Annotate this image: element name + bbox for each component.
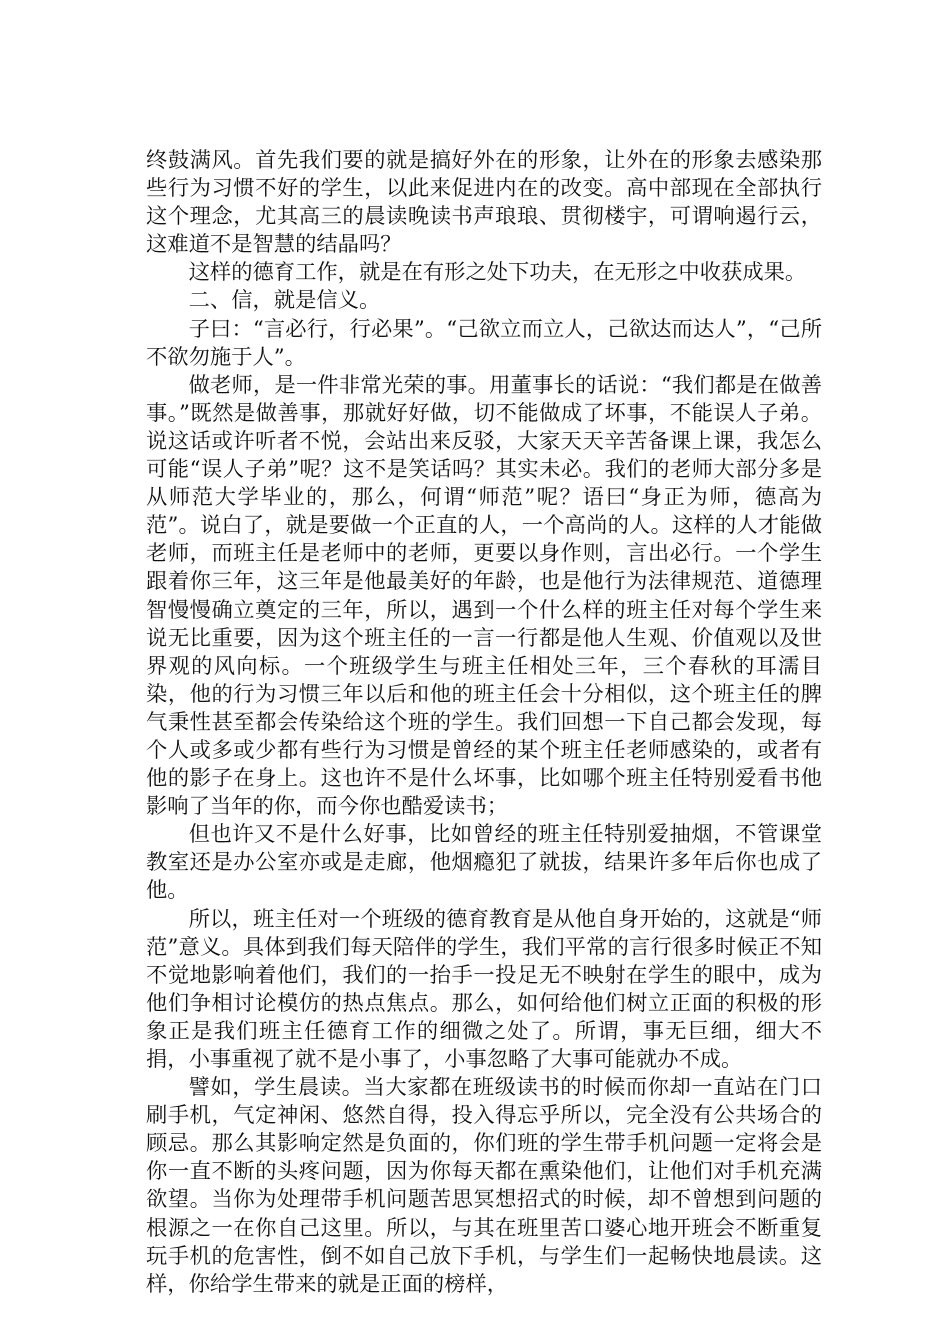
document-body — [146, 147, 822, 1299]
paragraph: 做老师，是一件非常光荣的事。用董事长的话说：“我们都是在做善事。”既然是做善事，那就好好做，切不能做成了坏事，不能误人子弟。说这话或许听者不悦，会站出来反驳，大家天天辛苦备课上课，我怎么可能“误人子弟”呢？这不是笑话吗？其实未必。我们的老师大部分多是从师范大学毕业的，那么，何谓“师范”呢？语曰“身正为师，德高为范”。说白了，就是要做一个正直的人，一个高尚的人。这样的人才能做老师，而班主任是老师中的老师，更要以身作则，言出必行。一个学生跟着你三年，这三年是他最美好的年龄，也是他行为法律规范、道德理智慢慢确立奠定的三年，所以，遇到一个什么样的班主任对每个学生来说无比重要，因为这个班主任的一言一行都是他人生观、价值观以及世界观的风向标。一个班级学生与班主任相处三年，三个春秋的耳濡目染，他的行为习惯三年以后和他的班主任会十分相似，这个班主任的脾气秉性甚至都会传染给这个班的学生。我们回想一下自己都会发现，每个人或多或少都有些行为习惯是曾经的某个班主任老师感染的，或者有他的影子在身上。这也许不是什么坏事，比如哪个班主任特别爱看书他影响了当年的你，而今你也酷爱读书； — [146, 372, 822, 820]
section-heading: 二、信，就是信义。 — [188, 288, 381, 314]
paragraph: 终鼓满风。首先我们要的就是搞好外在的形象，让外在的形象去感染那些行为习惯不好的学生，以此来促进内在的改变。高中部现在全部执行这个理念，尤其高三的晨读晚读书声琅琅、贯彻楼宇，可谓响遏行云，这难道不是智慧的结晶吗？ — [146, 148, 822, 258]
paragraph: 譬如，学生晨读。当大家都在班级读书的时候而你却一直站在门口刷手机，气定神闲、悠然自得，投入得忘乎所以，完全没有公共场合的顾忌。那么其影响定然是负面的，你们班的学生带手机问题一定将会是你一直不断的头疼问题，因为你每天都在熏染他们，让他们对手机充满欲望。当你为处理带手机问题苦思冥想招式的时候，却不曾想到问题的根源之一在你自己这里。所以，与其在班里苦口婆心地开班会不断重复玩手机的危害性，倒不如自己放下手机，与学生们一起畅快地晨读。这样，你给学生带来的就是正面的榜样， — [146, 1075, 822, 1297]
paragraph: 但也许又不是什么好事，比如曾经的班主任特别爱抽烟，不管课堂教室还是办公室亦或是走廊，他烟瘾犯了就拔，结果许多年后你也成了他。 — [146, 822, 822, 904]
paragraph: 子曰：“言必行，行必果”。“己欲立而立人，己欲达而达人”，“己所不欲勿施于人”。 — [146, 316, 822, 370]
paragraph: 所以，班主任对一个班级的德育教育是从他自身开始的，这就是“师范”意义。具体到我们每天陪伴的学生，我们平常的言行很多时候正不知不觉地影响着他们，我们的一抬手一投足无不映射在学生的眼中，成为他们争相讨论模仿的热点焦点。那么，如何给他们树立正面的积极的形象正是我们班主任德育工作的细微之处了。所谓，事无巨细，细大不捐，小事重视了就不是小事了，小事忽略了大事可能就办不成。 — [146, 906, 822, 1072]
paragraph: 这样的德育工作，就是在有形之处下功夫，在无形之中收获成果。 — [188, 260, 807, 286]
